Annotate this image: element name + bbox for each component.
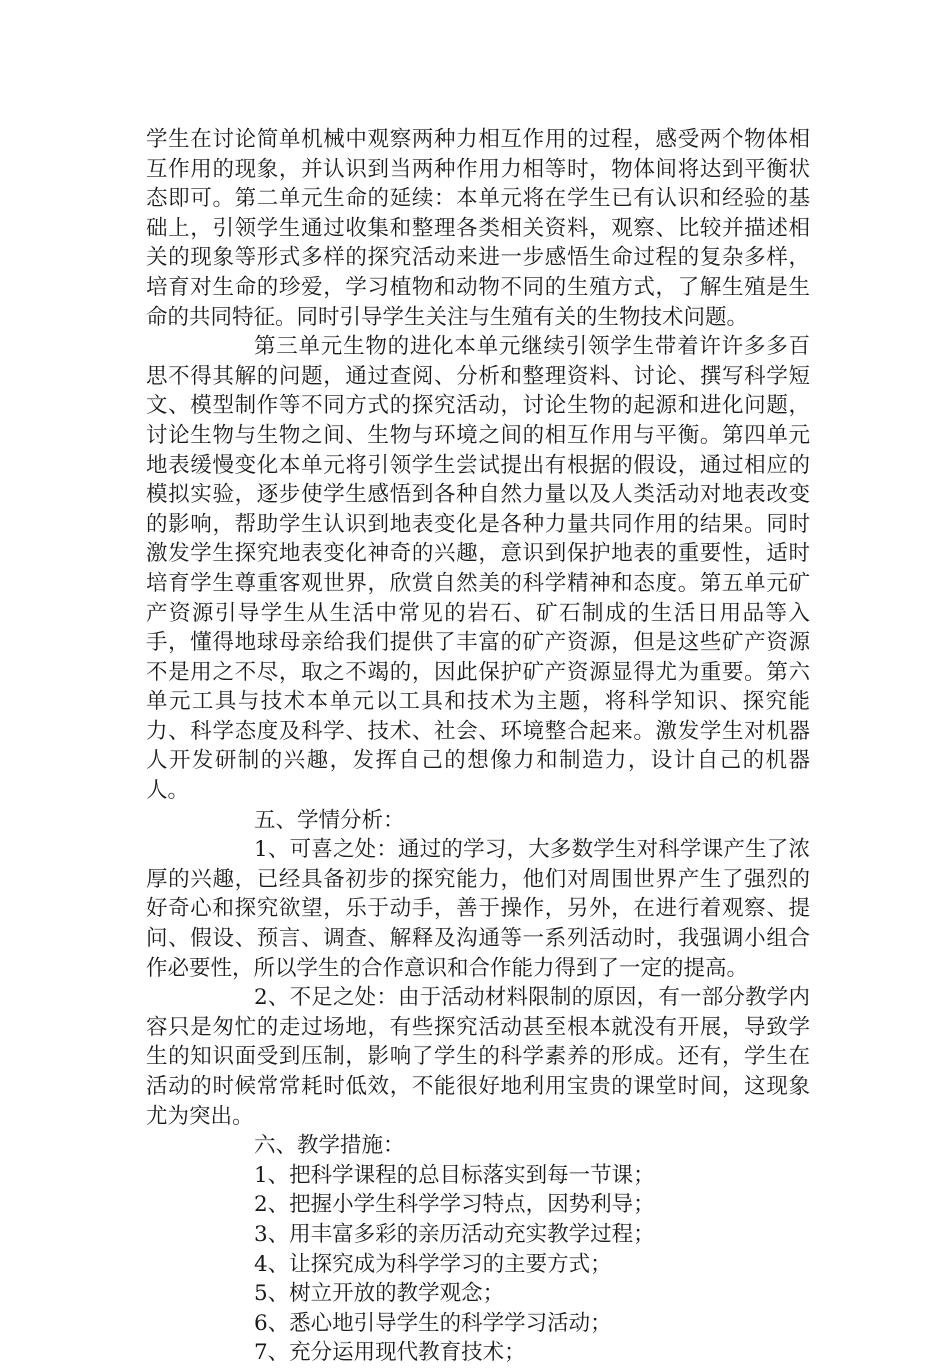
list-item: 3、用丰富多彩的亲历活动充实教学过程； [254, 1221, 655, 1247]
document-page [146, 125, 810, 1368]
list-item: 2、把握小学生科学学习特点，因势利导； [254, 1192, 655, 1218]
list-item: 5、树立开放的教学观念； [254, 1281, 505, 1307]
paragraph-unit-two: 学生在讨论简单机械中观察两种力相互作用的过程，感受两个物体相互作用的现象，并认识到当两种作用力相等时，物体间将达到平衡状态即可。第二单元生命的延续：本单元将在学生已有认识和经验的基础上，引领学生通过收集和整理各类相关资料，观察、比较并描述相关的现象等形式多样的探究活动来进一步感悟生命过程的复杂多样，培育对生命的珍爱，学习植物和动物不同的生殖方式，了解生殖是生命的共同特征。同时引导学生关注与生殖有关的生物技术问题。 [146, 127, 810, 330]
heading-teaching-measures: 六、教学措施： [254, 1133, 405, 1159]
paragraph-strengths: 1、可喜之处：通过的学习，大多数学生对科学课产生了浓厚的兴趣，已经具备初步的探究能力，他们对周围世界产生了强烈的好奇心和探究欲望，乐于动手，善于操作，另外，在进行着观察、提问、假设、预言、调查、解释及沟通等一系列活动时，我强调小组合作必要性，所以学生的合作意识和合作能力得到了一定的提高。 [146, 837, 810, 981]
paragraph-units-three-to-six: 第三单元生物的进化本单元继续引领学生带着许许多多百思不得其解的问题，通过查阅、分析和整理资料、讨论、撰写科学短文、模型制作等不同方式的探究活动，讨论生物的起源和进化问题，讨论生物与生物之间、生物与环境之间的相互作用与平衡。第四单元地表缓慢变化本单元将引领学生尝试提出有根据的假设，通过相应的模拟实验，逐步使学生感悟到各种自然力量以及人类活动对地表改变的影响，帮助学生认识到地表变化是各种力量共同作用的结果。同时激发学生探究地表变化神奇的兴趣，意识到保护地表的重要性，适时培育学生尊重客观世界，欣赏自然美的科学精神和态度。第五单元矿产资源引导学生从生活中常见的岩石、矿石制成的生活日用品等入手，懂得地球母亲给我们提供了丰富的矿产资源，但是这些矿产资源不是用之不尽，取之不竭的，因此保护矿产资源显得尤为重要。第六单元工具与技术本单元以工具和技术为主题，将科学知识、探究能力、科学态度及科学、技术、社会、环境整合起来。激发学生对机器人开发研制的兴趣，发挥自己的想像力和制造力，设计自己的机器人。 [146, 334, 810, 804]
list-item: 1、把科学课程的总目标落实到每一节课； [254, 1162, 655, 1188]
paragraph-weaknesses: 2、不足之处：由于活动材料限制的原因，有一部分教学内容只是匆忙的走过场地，有些探究活动甚至根本就没有开展，导致学生的知识面受到压制，影响了学生的科学素养的形成。还有，学生在活动的时候常常耗时低效，不能很好地利用宝贵的课堂时间，这现象尤为突出。 [146, 985, 810, 1129]
list-item: 6、悉心地引导学生的科学学习活动； [254, 1310, 612, 1336]
heading-student-analysis: 五、学情分析： [254, 807, 405, 833]
list-item: 7、充分运用现代教育技术； [254, 1340, 526, 1366]
list-item: 4、让探究成为科学学习的主要方式； [254, 1251, 612, 1277]
